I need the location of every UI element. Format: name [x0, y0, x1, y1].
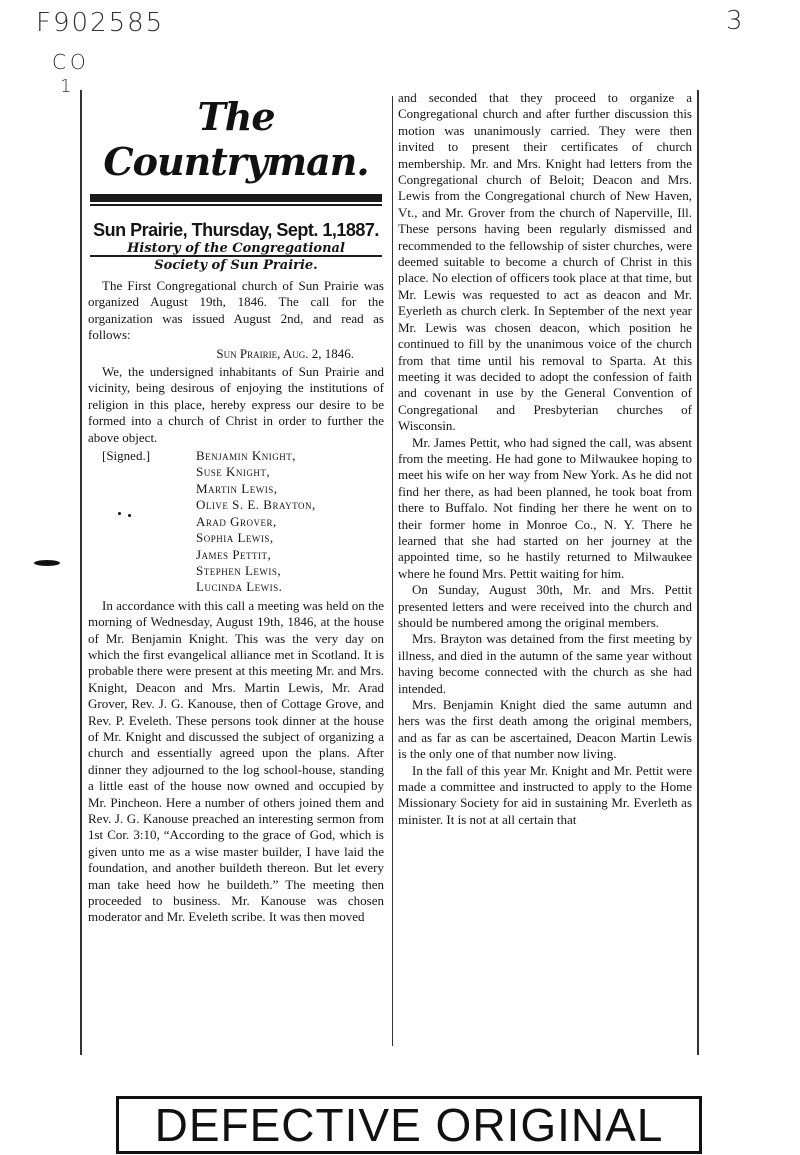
signed-label: [Signed.] [102, 448, 151, 464]
signatory: Martin Lewis, [196, 480, 278, 496]
signatory: Benjamin Knight, [196, 448, 297, 464]
article-paragraph: Mrs. Brayton was detained from the first meeting by illness, and died in the autumn of the same year without having become connected with the church as she had intended. [398, 631, 692, 696]
defective-original-stamp: DEFECTIVE ORIGINAL [116, 1096, 702, 1154]
file-id-annotation: F902585 [36, 8, 165, 38]
masthead-rule-thick [90, 194, 382, 202]
masthead-rule-thin [90, 204, 382, 206]
signatory: James Pettit, [196, 546, 272, 562]
article-paragraph: In the fall of this year Mr. Knight and Mr. Pettit were made a committee and instructed to apply to the Home Missionary Society for aid in sustaining Mr. Everleth as minister. It is not at all certain that [398, 762, 692, 827]
right-column [398, 90, 692, 828]
article-paragraph: Mrs. Benjamin Knight died the same autumn and hers was the first death among the original members, and as far as can be ascertained, Deacon Martin Lewis is the only one of that number now living. [398, 697, 692, 762]
co-annotation: CO [52, 50, 90, 74]
signatory: Olive S. E. Brayton, [196, 497, 316, 513]
headline-line-2: Society of Sun Prairie. [154, 258, 318, 273]
article-headline [88, 240, 384, 274]
left-border-rule [80, 90, 82, 1055]
one-annotation: 1 [60, 76, 72, 97]
letter-body: We, the undersigned inhabitants of Sun Prairie and vicinity, being desirous of enjoying the institutions of religion in this place, hereby express our desire to be formed into a church of Christ in order to further the above object. [88, 364, 384, 445]
headline-line-1: History of the Congregational [127, 241, 345, 256]
signatory: Lucinda Lewis. [196, 579, 283, 595]
article-paragraph: Mr. James Pettit, who had signed the call, was absent from the meeting. He had gone to Milwaukee hoping to meet his wife on her way from New York. As he did not find her there, as had been planned, he took boat from there to Buffalo. Not finding her there he went on to their former home in Monroe Co., N. Y. There he learned that she had started on her journey at the appointed time, so he hastily returned to Milwaukee where he found Mrs. Pettit waiting for him. [398, 434, 692, 581]
article-paragraph: On Sunday, August 30th, Mr. and Mrs. Pettit presented letters and were received into the church and should be numbered among the original members. [398, 582, 692, 630]
signatory-list [196, 448, 316, 596]
letter-dateline: Sun Prairie, Aug. 2, 1846. [216, 345, 354, 361]
ink-dot [128, 514, 131, 517]
signatory: Arad Grover, [196, 513, 277, 529]
newspaper-title: The Countryman. [103, 94, 369, 184]
ink-smudge [34, 560, 60, 566]
masthead-dateline: Sun Prairie, Thursday, Sept. 1,1887. [93, 220, 379, 240]
left-column [88, 240, 384, 926]
signatory: Sophia Lewis, [196, 530, 274, 546]
right-border-rule [697, 90, 699, 1055]
ink-dot [118, 512, 121, 515]
intro-paragraph: The First Congregational church of Sun Prairie was organized August 19th, 1846. The call for the organization was issued August 2nd, and read as follows: [88, 278, 384, 343]
signatory: Suse Knight, [196, 464, 271, 480]
article-paragraph-continued: and seconded that they proceed to organize a Congregational church and after further discussion this motion was unanimously carried. They were then invited to present their certificates of church membership. Mr. and Mrs. Knight had letters from the Congregational church of Beloit; Deacon and Mrs. Lewis from the Congregational church of New Haven, Vt., and Mr. Grover from the church of Naperville, Ill. These persons having been regularly dismissed and recommended to the fellowship of sister churches, were deemed suitable to become a church of Christ in this place. No election of officers took place at that time, but Mr. Lewis was requested to act as deacon and Mr. Eyerleth as church clerk. In September of the next year Mr. Lewis was chosen deacon, which position he continued to fill by the unanimous voice of the church from that time until his removal to Sparta. At this meeting it was decided to adopt the confession of faith and covenant in use by the General Convention of Congregational and Presbyterian churches of Wisconsin. [398, 90, 692, 434]
masthead [86, 92, 386, 242]
column-divider [392, 96, 393, 1046]
signature-block [88, 448, 384, 596]
article-paragraph: In accordance with this call a meeting was held on the morning of Wednesday, August 19th, 1846, at the house of Mr. Benjamin Knight. This was the very day on which the first evangelical alliance met in Scotland. It is probable there were present at this meeting Mr. and Mrs. Knight, Deacon and Mrs. Martin Lewis, Mr. Arad Grover, Rev. J. G. Kanouse, then of Cottage Grove, and Rev. P. Eveleth. These persons took dinner at the house of Mr. Knight and discussed the subject of organizing a church and essentially agreed upon the plans. After dinner they adjourned to the log school-house, standing a little east of the house now owned and occupied by Mr. Pincheon. Here a number of others joined them and Rev. J. G. Kanouse preached an interesting sermon from 1st Cor. 3:10, “According to the grace of God, which is given unto me as a wise master builder, I have laid the foundation, and another buildeth thereon. But let every man take heed how he buildeth.” The meeting then proceeded to business. Mr. Kanouse was chosen moderator and Mr. Eveleth scribe. It was then moved [88, 597, 384, 925]
page-number: 3 [726, 6, 743, 36]
signatory: Stephen Lewis, [196, 562, 282, 578]
